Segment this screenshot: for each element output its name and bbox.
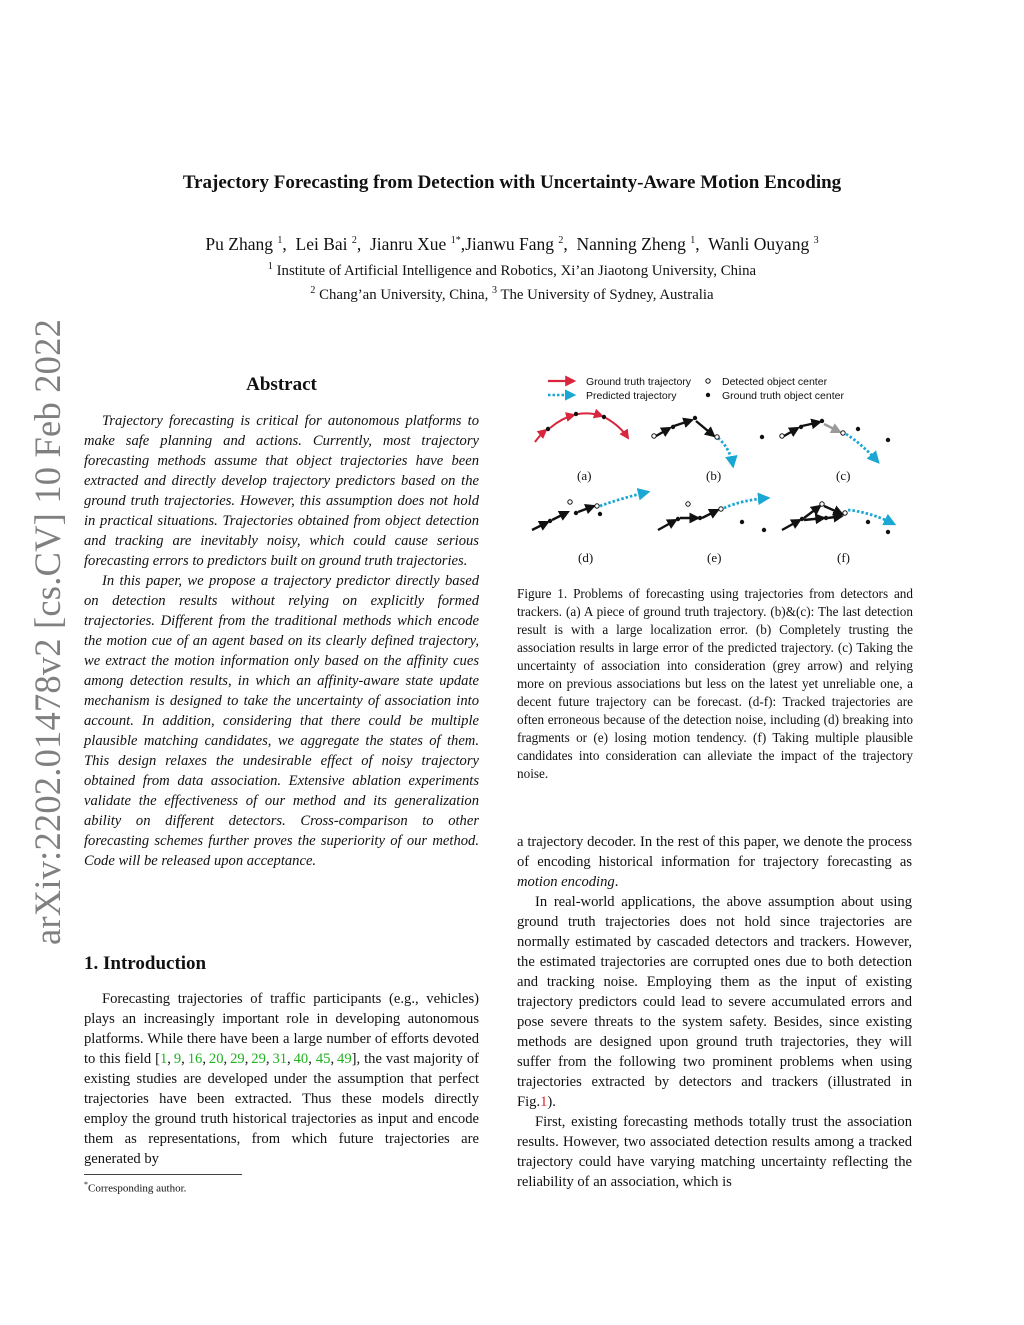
predicted-trajectory: [724, 498, 768, 508]
gt-object-center: [698, 516, 702, 520]
gt-trajectory-segment: [535, 430, 546, 442]
association-arrow: [782, 520, 800, 530]
author-list: Pu Zhang $^1$, Lei Bai $^2$, Jianru Xue $^{1*}$,Jianwu Fang $^2$, Nanning Zheng $^1$, Wanli Ouyang $^3$: [205, 234, 819, 254]
gt-object-center: [574, 511, 578, 515]
footnote: [84, 1180, 186, 1195]
gt-object-center: [598, 512, 602, 516]
detected-object-center: [843, 511, 847, 515]
abstract-heading: Abstract: [246, 374, 317, 395]
gt-object-center: [548, 519, 552, 523]
figure-reference-link[interactable]: 1: [540, 1094, 548, 1110]
author-name: Nanning Zheng: [576, 234, 686, 254]
detected-object-center: [780, 434, 784, 438]
author-affiliation-mark: 2: [351, 235, 357, 247]
affiliation-line-2: [0, 285, 1024, 304]
gt-object-center: [820, 419, 824, 423]
author-affiliation-mark: 1: [277, 235, 283, 247]
gt-object-center: [886, 438, 890, 442]
association-arrow: [802, 422, 820, 426]
author-affiliation-mark: 1: [690, 235, 696, 247]
body-paragraph: First, existing forecasting methods totally trust the association results. However, two associated detection results among a tracked trajectory could have varying matching uncertainty reflecting the reliability of an association, which is: [517, 1114, 912, 1190]
predicted-trajectory: [846, 434, 878, 462]
legend-predicted-trajectory: Predicted trajectory: [586, 390, 677, 402]
gt-object-center: [824, 516, 828, 520]
author-name: Jianru Xue: [370, 234, 447, 254]
affiliation-mark: 1: [267, 261, 273, 272]
association-arrow: [824, 506, 842, 514]
panel-f: [782, 502, 894, 565]
gt-trajectory-segment: [550, 415, 574, 428]
detected-object-center: [595, 504, 599, 508]
figure-legend: [548, 376, 844, 402]
uncertain-association-arrow: [824, 424, 840, 432]
panel-b: [652, 416, 764, 483]
detected-object-center: [820, 502, 824, 506]
gt-object-center: [760, 435, 764, 439]
footnote-mark: *: [84, 1180, 88, 1189]
arxiv-identifier-stamp: arXiv:2202.01478v2 [cs.CV] 10 Feb 2022: [27, 318, 68, 945]
association-arrow: [578, 506, 594, 512]
panel-label-e: (e): [707, 550, 722, 565]
detected-object-center: [686, 502, 690, 506]
introduction-paragraph: Forecasting trajectories of traffic participants (e.g., vehicles) plays an increasingly important role in developing autonomous platforms. While there have been a large number of efforts devoted to this field [1, 9, 16, 20, 29, 29, 31, 40, 45, 49], the vast majority of existing studies are developed under the assumption that perfect trajectories have been extracted. Thus these models directly employ the ground truth historical trajectories as input and encode them as representations, from which future trajectories are generated by: [84, 991, 479, 1167]
detected-object-center: [652, 434, 656, 438]
affiliation-line-1: [0, 261, 1024, 280]
panel-label-c: (c): [836, 468, 851, 483]
detected-object-center: [719, 507, 723, 511]
citation-link[interactable]: 45: [315, 1051, 331, 1067]
panel-c: [780, 419, 890, 483]
predicted-trajectory: [848, 510, 894, 524]
paragraph-text: ).: [547, 1094, 556, 1110]
legend-detected-center-marker: [706, 379, 710, 383]
figure-1-diagram: [530, 372, 910, 572]
author-affiliation-mark: 3: [813, 235, 819, 247]
gt-object-center: [676, 517, 680, 521]
association-arrow: [702, 510, 718, 518]
association-arrow: [804, 506, 820, 518]
citation-link[interactable]: 29: [230, 1051, 245, 1067]
predicted-trajectory: [600, 492, 648, 506]
affiliation-text: The University of Sydney, Australia: [500, 286, 714, 303]
author-name: Jianwu Fang: [465, 234, 555, 254]
detected-object-center: [715, 435, 719, 439]
paragraph-text: ], the vast majority of existing studies are developed under the assumption that perfect trajectories have been extracted. Thus these models directly employ the ground truth historical trajectories as input and encode them as representations, from which future trajectories are generated by: [84, 1051, 479, 1167]
footnote-text: Corresponding author.: [88, 1182, 187, 1195]
right-column-body: [517, 832, 912, 1192]
citation-link[interactable]: 40: [293, 1051, 309, 1067]
section-heading-introduction: 1. Introduction: [84, 953, 207, 974]
paper-title: Trajectory Forecasting from Detection with Uncertainty-Aware Motion Encoding: [182, 172, 842, 193]
body-paragraph: [517, 892, 912, 1112]
gt-object-center: [693, 416, 697, 420]
panel-a: [535, 412, 628, 483]
gt-trajectory-segment: [606, 418, 628, 438]
panel-label-f: (f): [837, 550, 850, 565]
citation-link[interactable]: 20: [208, 1051, 224, 1067]
association-arrow: [784, 428, 798, 436]
paragraph-text: Forecasting trajectories of traffic participants (e.g., vehicles) plays an increasingly important role in developing autonomous platforms. While there have been a large number of efforts devoted to this field [: [84, 991, 479, 1067]
association-arrow: [656, 428, 670, 436]
citation-link[interactable]: 9: [173, 1051, 182, 1067]
gt-object-center: [762, 528, 766, 532]
author-name: Pu Zhang: [205, 234, 273, 254]
abstract-paragraph: In this paper, we propose a trajectory predictor directly based on detection results without relying on explicitly formed trajectories. Different from the traditional methods which encode the motion cue of an agent based on its clearly defined trajectory, we extract the motion information only based on the affinity cues among detection results, in which an affinity-aware state update mechanism is designed to take the uncertainty of association into account. In addition, considering that there could be multiple plausible matching candidates, we aggregate the states of them. This design relaxes the undesirable effect of noisy trajectory obtained from data association. Extensive ablation experiments validate the effectiveness of our method and its generalization ability on different detectors. Cross-comparison to other forecasting schemes further proves the superiority of our method. Code will be released upon acceptance.: [84, 573, 479, 869]
gt-object-center: [671, 425, 675, 429]
author-name: Wanli Ouyang: [708, 234, 810, 254]
emphasis-term: motion encoding: [517, 874, 615, 890]
affiliation-text: Chang’an University, China,: [319, 286, 489, 303]
panel-e: [658, 498, 768, 565]
gt-object-center: [856, 427, 860, 431]
panel-d: [532, 492, 648, 565]
legend-gt-center-marker: [706, 393, 710, 397]
panel-label-d: (d): [578, 550, 594, 565]
association-arrow: [552, 512, 568, 520]
association-arrow: [828, 516, 842, 518]
introduction-body: [84, 989, 479, 1169]
gt-object-center: [866, 520, 870, 524]
figure-1-caption: Figure 1. Problems of forecasting using trajectories from detectors and trackers. (a) A piece of ground truth trajectory. (b)&(c): The last detection result is with a large localization error. (b) Completely trusting the association results in large error of the predicted trajectory. (c) Taking the uncertainty of association into consideration (grey arrow) and relying more on previous associations but less on the latest yet unreliable one, a decent future trajectory can be forecast. (d-f): Tracked trajectories are often erroneous because of the detection noise, including (d) breaking into fragments or (e) losing motion tendency. (f) Taking multiple plausible candidates into consideration can alleviate the impact of the trajectory noise.: [517, 586, 913, 781]
detected-object-center: [568, 500, 572, 504]
affiliation-mark: 2: [310, 285, 316, 296]
citation-link[interactable]: 31: [272, 1051, 288, 1067]
gt-object-center: [886, 530, 890, 534]
association-arrow: [658, 520, 676, 530]
citation-link[interactable]: 16: [187, 1051, 203, 1067]
author-affiliation-mark: 1*: [450, 235, 461, 247]
legend-detected-object-center: Detected object center: [722, 376, 828, 388]
association-arrow: [804, 518, 824, 520]
author-name: Lei Bai: [295, 234, 348, 254]
citation-link[interactable]: 1: [160, 1051, 168, 1067]
abstract-paragraph: Trajectory forecasting is critical for autonomous platforms to make safe planning and actions. Currently, most trajectory forecasting methods assume that object trajectories have been extracted and directly develop trajectory predictors based on the ground truth trajectories. However, this assumption does not hold in practical situations. Trajectories obtained from object detection and tracking are inevitably noisy, which could cause serious forecasting errors to predictors built on ground truth trajectories.: [84, 413, 479, 569]
detected-object-center: [841, 431, 845, 435]
footnote-divider: [84, 1174, 242, 1175]
panel-label-b: (b): [706, 468, 722, 483]
affiliation-text: Institute of Artificial Intelligence and Robotics, Xi’an Jiaotong University, China: [276, 262, 757, 279]
gt-object-center: [602, 415, 606, 419]
predicted-trajectory: [718, 438, 733, 466]
association-arrow: [696, 421, 714, 436]
association-arrow: [532, 522, 548, 530]
gt-object-center: [546, 427, 550, 431]
association-arrow: [674, 420, 692, 426]
gt-object-center: [740, 520, 744, 524]
panel-label-a: (a): [577, 468, 592, 483]
abstract-body: [84, 411, 479, 871]
citation-link[interactable]: 49: [337, 1051, 352, 1067]
citation-link[interactable]: 29: [251, 1051, 266, 1067]
paragraph-text: In real-world applications, the above assumption about using ground truth trajectories does not hold since trajectories are normally estimated by cascaded detectors and trackers. However, the estimated trajectories are corrupted ones due to both detection and tracking noise. Employing them as the input of existing trajectory predictors could lead to severe accumulated errors and pose severe threats to the system safety. Besides, since existing methods are designed upon ground truth trajectories, they will suffer from the following two prominent problems when using trajectories extracted by detectors and trackers (illustrated in Fig.: [517, 894, 912, 1110]
affiliation-mark: 3: [492, 285, 497, 296]
paragraph-text: a trajectory decoder. In the rest of this paper, we denote the process of encoding historical information for trajectory forecasting as: [517, 834, 912, 870]
legend-ground-truth-trajectory: Ground truth trajectory: [586, 376, 692, 388]
gt-object-center: [574, 412, 578, 416]
legend-ground-truth-object-center: Ground truth object center: [722, 390, 844, 402]
gt-object-center: [800, 517, 804, 521]
gt-trajectory-segment: [578, 413, 602, 416]
author-affiliation-mark: 2: [558, 235, 564, 247]
paragraph-text: .: [614, 874, 619, 890]
gt-object-center: [799, 425, 803, 429]
body-paragraph: [517, 832, 912, 892]
